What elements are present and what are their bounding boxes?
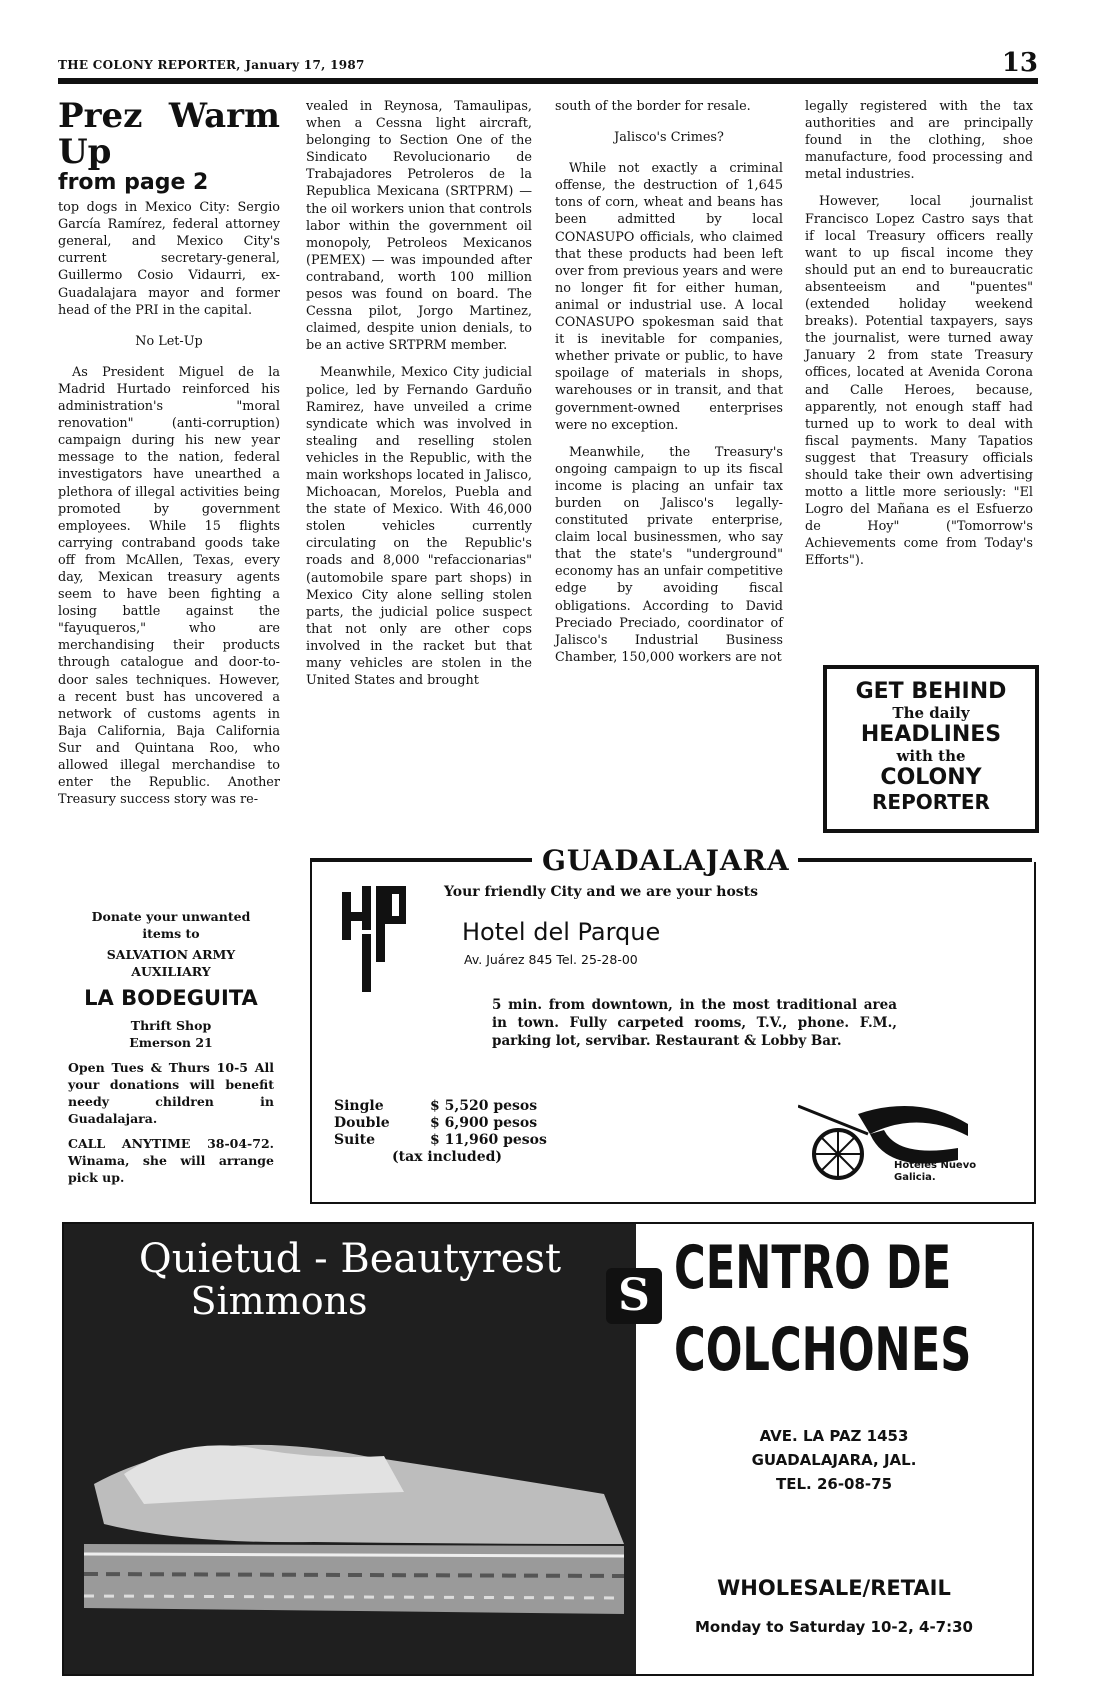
room-price: $ 5,520 pesos — [430, 1098, 538, 1114]
article-column-1 — [58, 98, 280, 818]
brand-quietud-beautyrest: Quietud - Beautyrest — [138, 1236, 562, 1282]
rate-row — [334, 1098, 547, 1115]
room-price: $ 11,960 pesos — [430, 1132, 547, 1148]
hotel-tagline: Your friendly City and we are your hosts — [444, 884, 759, 900]
article-column-4 — [805, 98, 1033, 580]
store-title-line2: COLCHONES — [674, 1315, 972, 1385]
ad-line: Donate your unwanted items to — [91, 909, 251, 941]
address-line: GUADALAJARA, JAL. — [751, 1451, 917, 1469]
ad-line: SALVATION ARMY AUXILIARY — [106, 947, 236, 979]
ad-line: Emerson 21 — [129, 1035, 213, 1050]
hotel-name: Hotel del Parque — [462, 918, 661, 946]
room-type: Single — [334, 1098, 384, 1114]
mattress-photo-panel — [64, 1224, 636, 1674]
brand-simmons: Simmons — [190, 1279, 368, 1323]
banner-title: GUADALAJARA — [542, 844, 790, 877]
page-number: 13 — [1001, 48, 1038, 78]
ad-line: HEADLINES — [860, 722, 1002, 747]
hotel-address: Av. Juárez 845 Tel. 25-28-00 — [464, 952, 638, 967]
paragraph: south of the border for resale. — [555, 99, 751, 114]
ad-line: CALL ANYTIME 38-04-72. Winama, she will arrange pick up. — [68, 1136, 274, 1185]
ad-salvation-army — [60, 908, 282, 1198]
tax-note: (tax included) — [392, 1149, 503, 1165]
article-column-2 — [306, 98, 532, 699]
paragraph: As President Miguel de la Madrid Hurtado reinforced his administration's "moral renovation" (anti-corruption) campaign during his new year message to the nation, federal investigators have unearthed a plethora of illegal activities being promoted by government employees. While 15 flights carrying contraband goods take off from McAllen, Texas, every day, Mexican treasury agents seem to have been fighting a losing battle against the "fayuqueros," who are merchandising their products through catalogue and door-to-door sales techniques. However, a recent bust has uncovered a network of customs agents in Baja California, Baja California Sur and Quintana Roo, who allowed illegal merchandise to enter the Republic. Another Treasury success story was re- — [58, 364, 280, 808]
ad-line: Open Tues & Thurs 10-5 All your donations will benefit needy children in Guadalajara. — [68, 1060, 274, 1126]
ad-line: Thrift Shop — [130, 1018, 212, 1033]
ad-centro-de-colchones — [62, 1222, 1034, 1676]
subhead: No Let-Up — [135, 333, 203, 349]
store-address — [636, 1424, 1032, 1496]
hotel-hp-logo — [340, 882, 410, 1002]
ad-line: with the — [896, 747, 966, 765]
paragraph: While not exactly a criminal offense, the destruction of 1,645 tons of corn, wheat and beans has been admitted by local CONASUPO officials, who claimed that these products had been left over from previous years and were no longer fit for either human, animal or industrial use. A local CONASUPO spokesman said that it is inevitable for companies, whether private or public, to have spoilage of materials in shops, warehouses or in transit, and that government-owned enterprises were no exception. — [555, 161, 783, 433]
header-rule — [58, 78, 1038, 84]
masthead: THE COLONY REPORTER, January 17, 1987 — [58, 58, 365, 72]
continued-label: from page 2 — [58, 170, 209, 195]
ad-name: LA BODEGUITA — [84, 986, 258, 1010]
simmons-logo-icon: S — [606, 1268, 662, 1324]
paragraph: vealed in Reynosa, Tamaulipas, when a Cessna light aircraft, belonging to Section One of the Sindicato Revolucionario de Trabajadores Petroleros de la Republica Mexicana (SRTPRM) — the oil workers union that controls labor within the government oil monopoly, Petroleos Mexicanos (PEMEX) — was impounded after contraband, worth 100 million pesos was found on board. The Cessna pilot, Jorgo Martinez, claimed, despite union denials, to be an active SRTPRM member. — [306, 99, 532, 354]
room-type: Suite — [334, 1132, 375, 1148]
address-line: AVE. LA PAZ 1453 — [759, 1427, 909, 1445]
store-title-line1: CENTRO DE — [674, 1233, 952, 1303]
paragraph: top dogs in Mexico City: Sergio García Ramírez, federal attorney general, and Mexico City's current secretary-general, Guillermo Cosio Vidaurri, ex-Guadalajara mayor and former head of the PRI in the capital. — [58, 200, 280, 318]
hoteles-nuevo-galicia: Hoteles Nuevo Galicia. — [894, 1160, 977, 1183]
hotel-rates — [334, 1098, 547, 1166]
room-type: Double — [334, 1115, 390, 1131]
hotel-description: 5 min. from downtown, in the most traditional area in town. Fully carpeted rooms, T.V., phone. F.M., parking lot, servibar. Restaurant & Lobby Bar. — [492, 997, 897, 1049]
paragraph: Meanwhile, Mexico City judicial police, led by Fernando Garduño Ramirez, have unveiled a crime syndicate which was involved in stealing and reselling stolen vehicles in the Republic, with the main workshops located in Jalisco, Michoacan, Morelos, Puebla and the state of Mexico. With 46,000 stolen vehicles currently circulating on the Republic's roads and 8,000 "refaccionarias" (automobile spare part shops) in Mexico City alone selling stolen parts, the judicial police suspect that not only are other cops involved in the racket but that many vehicles are stolen in the United States and brought — [306, 365, 532, 689]
ad-hotel-del-parque — [310, 862, 1036, 1204]
ad-line: The daily — [892, 704, 970, 722]
rate-row — [334, 1132, 547, 1149]
ad-get-behind — [823, 665, 1039, 833]
article-column-3 — [555, 98, 783, 676]
paragraph: Meanwhile, the Treasury's ongoing campaign to up its fiscal income is placing an unfair tax burden on Jalisco's legally-constituted private enterprise, claim local businessmen, who say that the state's "underground" economy has an unfair competitive edge by avoiding fiscal obligations. According to David Preciado Preciado, coordinator of Jalisco's Industrial Business Chamber, 150,000 workers are not — [555, 444, 783, 665]
ad-line: GET BEHIND — [855, 679, 1007, 704]
paragraph: legally registered with the tax authorities and are principally found in the clothing, shoe manufacture, food processing and metal industries. — [805, 99, 1033, 183]
paragraph: However, local journalist Francisco Lopez Castro says that if local Treasury officers really want to up fiscal income they should put an end to bureaucratic absenteeism and "puentes" (extended holiday weekend breaks). Potential taxpayers, says the journalist, were turned away January 2 from state Treasury offices, located at Avenida Corona and Calle Heroes, because, apparently, not enough staff had turned up to work to deal with fiscal payments. Many Tapatios suggest that Treasury officials should take their own advertising motto a little more seriously: "El Logro del Mañana es el Esfuerzo de Hoy" ("Tomorrow's Achievements come from Today's Efforts"). — [805, 194, 1033, 569]
mattress-text-panel — [618, 1224, 1032, 1674]
ad-line: COLONY — [880, 765, 982, 790]
subhead: Jalisco's Crimes? — [614, 130, 724, 146]
headline: Prez Warm Up — [58, 96, 280, 172]
room-price: $ 6,900 pesos — [430, 1115, 538, 1131]
wholesale-retail: WHOLESALE/RETAIL — [717, 1576, 951, 1600]
ad-line: REPORTER — [872, 790, 990, 814]
address-line: TEL. 26-08-75 — [775, 1475, 893, 1493]
rate-row — [334, 1115, 547, 1132]
store-hours: Monday to Saturday 10-2, 4-7:30 — [694, 1618, 973, 1636]
